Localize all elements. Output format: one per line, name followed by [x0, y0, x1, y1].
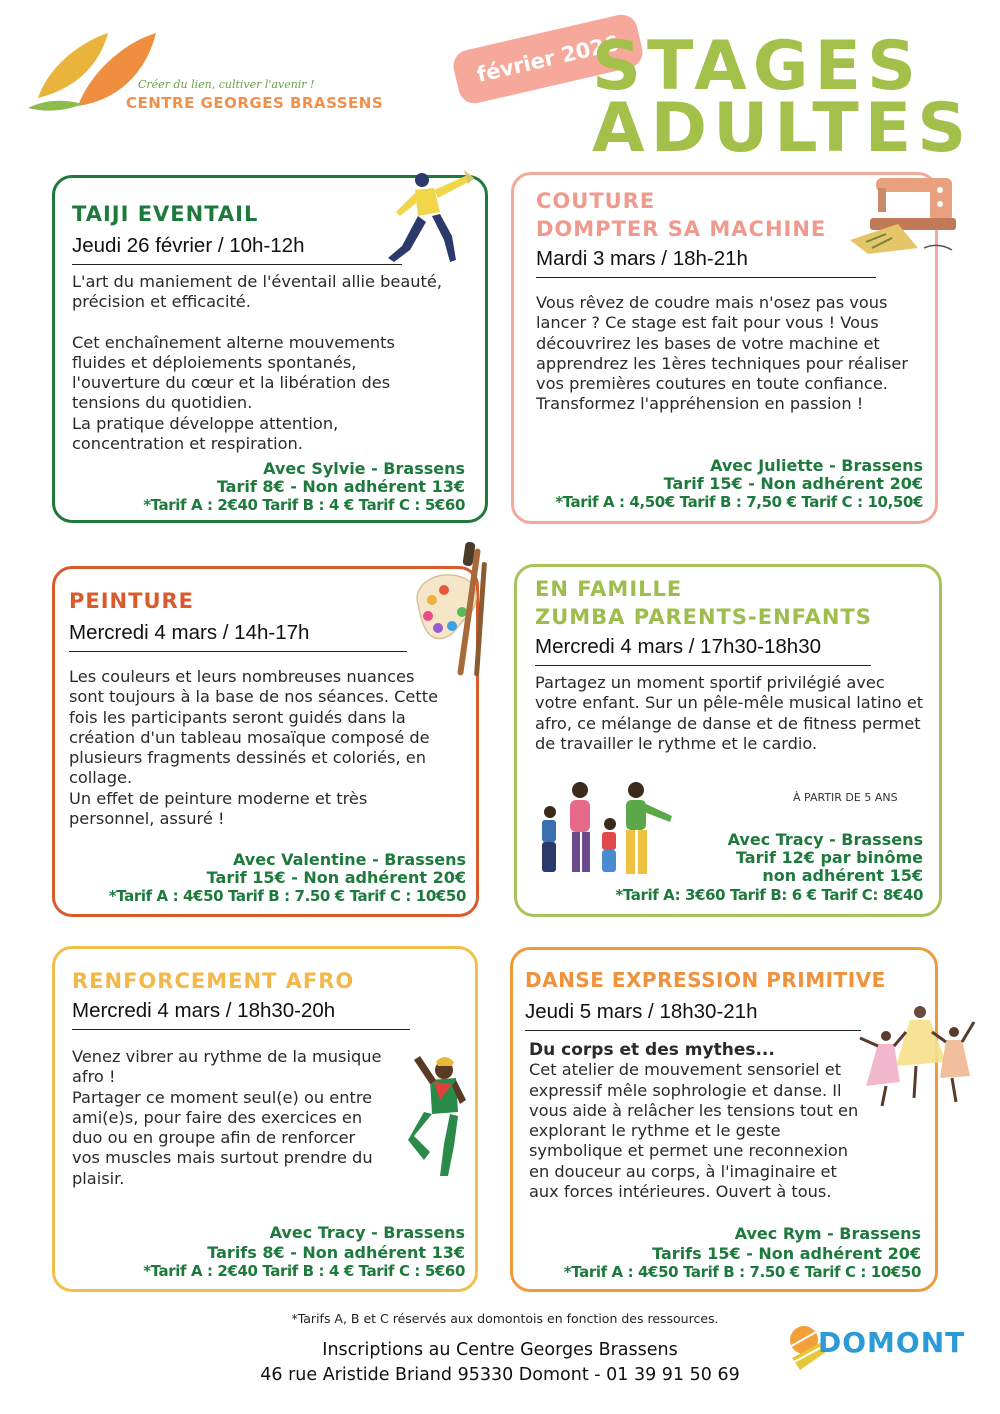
price: Tarif 15€ - Non adhérent 20€ — [206, 868, 466, 887]
paragraph: Cet atelier de mouvement sensoriel et expressif mêle sophrologie et danse. Il vous aide à relâcher les tensions tout en explorant le rythme et le geste symbolique et permet une reconnexion en douceur au corps, à l'imaginaire et aux forces intérieures. Ouvert à tous. — [529, 1060, 859, 1202]
paragraph: L'art du maniement de l'éventail allie beauté, précision et efficacité. — [72, 272, 442, 312]
card-info — [555, 457, 923, 511]
lead-text: Du corps et des mythes... — [529, 1040, 775, 1060]
tarifs: *Tarif A : 4€50 Tarif B : 7.50 € Tarif C : 10€50 — [108, 887, 466, 905]
card-info — [109, 851, 466, 905]
page-title — [592, 27, 973, 168]
paragraph: Partagez un moment sportif privilégié avec votre enfant. Sur un pêle-mêle musical latino et afro, ce mélange de danse et de fitness permet de travailler le rythme et le cardio. — [535, 673, 924, 753]
card-description — [72, 272, 442, 454]
tarifs: *Tarif A : 2€40 Tarif B : 4 € Tarif C : 5€60 — [143, 496, 465, 514]
card-date: Mercredi 4 mars / 17h30-18h30 — [535, 635, 871, 666]
tarifs: *Tarif A : 4€50 Tarif B : 7.50 € Tarif C : 10€50 — [563, 1263, 921, 1281]
card-title: DANSE EXPRESSION PRIMITIVE — [525, 968, 886, 992]
card-info — [143, 1223, 465, 1282]
slogan: Créer du lien, cultiver l'avenir ! — [138, 78, 315, 91]
teacher: Avec Tracy - Brassens — [727, 830, 923, 849]
sewing-machine-icon — [848, 168, 960, 256]
taiji-dancer-icon — [382, 168, 474, 266]
price: Tarif 15€ - Non adhérent 20€ — [663, 474, 923, 493]
tarifs: *Tarif A: 3€60 Tarif B: 6 € Tarif C: 8€40 — [615, 886, 923, 904]
inscription-text: Inscriptions au Centre Georges Brassens — [322, 1340, 678, 1360]
price-non-member: non adhérent 15€ — [762, 866, 923, 885]
card-title: RENFORCEMENT AFRO — [72, 969, 355, 993]
title-line-2: ADULTES — [592, 89, 973, 168]
card-subtitle: DOMPTER SA MACHINE — [536, 217, 827, 241]
teacher: Avec Tracy - Brassens — [269, 1223, 465, 1242]
centre-name: CENTRE GEORGES BRASSENS — [126, 94, 384, 112]
card-info — [143, 460, 465, 514]
price: Tarif 8€ - Non adhérent 13€ — [216, 477, 465, 496]
card-description — [69, 667, 444, 829]
teacher: Avec Rym - Brassens — [734, 1224, 921, 1243]
afro-dancer-icon — [400, 1040, 472, 1180]
age-note: À PARTIR DE 5 ANS — [793, 791, 898, 804]
price: Tarifs 15€ - Non adhérent 20€ — [652, 1243, 921, 1263]
card-danse-primitive — [510, 947, 938, 1292]
price: Tarifs 8€ - Non adhérent 13€ — [207, 1242, 465, 1262]
date-tag: février 2026 — [450, 12, 645, 107]
tarifs: *Tarif A : 2€40 Tarif B : 4 € Tarif C : 5€60 — [143, 1262, 465, 1280]
paragraph: Cet enchaînement alterne mouvements fluides et déploiements spontanés, l'ouverture du cœur et la libération des tensions du quotidien. La pratique développe attention, concentration et respiration. — [72, 332, 395, 454]
card-title: COUTURE — [536, 189, 656, 213]
card-date: Mercredi 4 mars / 18h30-20h — [72, 999, 410, 1030]
teacher: Avec Valentine - Brassens — [232, 850, 466, 869]
card-date: Jeudi 5 mars / 18h30-21h — [525, 1000, 861, 1031]
family-dancers-icon — [530, 776, 678, 880]
card-title: PEINTURE — [69, 589, 195, 613]
dancers-group-icon — [856, 1002, 976, 1108]
teacher: Avec Juliette - Brassens — [710, 456, 923, 475]
card-title: EN FAMILLE — [535, 577, 683, 601]
address: 46 rue Aristide Briand 95330 Domont - 01 39 91 50 69 — [260, 1365, 740, 1385]
footnote: *Tarifs A, B et C réservés aux domontois en fonction des ressources. — [291, 1311, 719, 1326]
card-subtitle: ZUMBA PARENTS-ENFANTS — [535, 605, 872, 629]
card-date: Jeudi 26 février / 10h-12h — [72, 234, 402, 265]
card-title: TAIJI EVENTAIL — [72, 202, 259, 226]
tarifs: *Tarif A : 4,50€ Tarif B : 7,50 € Tarif C : 10,50€ — [555, 493, 923, 511]
paragraph: Venez vibrer au rythme de la musique afro ! Partager ce moment seul(e) ou entre ami(e)s, pour faire des exercices en duo ou en groupe afin de renforcer vos muscles mais surtout prendre du plaisir. — [72, 1047, 382, 1188]
card-description — [535, 673, 930, 754]
card-description — [72, 1047, 384, 1189]
paragraph: Les couleurs et leurs nombreuses nuances sont toujours à la base de nos séances. Cette fois les participants seront guidés dans la création d'un tableau mosaïque composé de plusieurs fragments dessinés et coloriés, en collage. Un effet de peinture moderne et très personnel, assuré ! — [69, 667, 439, 829]
card-date: Mercredi 4 mars / 14h-17h — [69, 621, 407, 652]
price: Tarif 12€ par binôme — [735, 848, 923, 867]
teacher: Avec Sylvie - Brassens — [263, 459, 465, 478]
card-info — [564, 1224, 921, 1283]
paragraph: Vous rêvez de coudre mais n'osez pas vous lancer ? Ce stage est fait pour vous ! Vous découvrirez les bases de votre machine et apprendrez les 1ères techniques pour réaliser vos premières coutures en toute confiance. Transformez l'appréhension en passion ! — [536, 293, 909, 414]
domont-logo-text: DOMONT — [818, 1326, 966, 1359]
card-description — [529, 1040, 869, 1202]
card-description — [536, 293, 928, 415]
palette-icon — [408, 542, 494, 680]
card-date: Mardi 3 mars / 18h-21h — [536, 247, 876, 278]
title-line-1: STAGES — [592, 27, 922, 106]
